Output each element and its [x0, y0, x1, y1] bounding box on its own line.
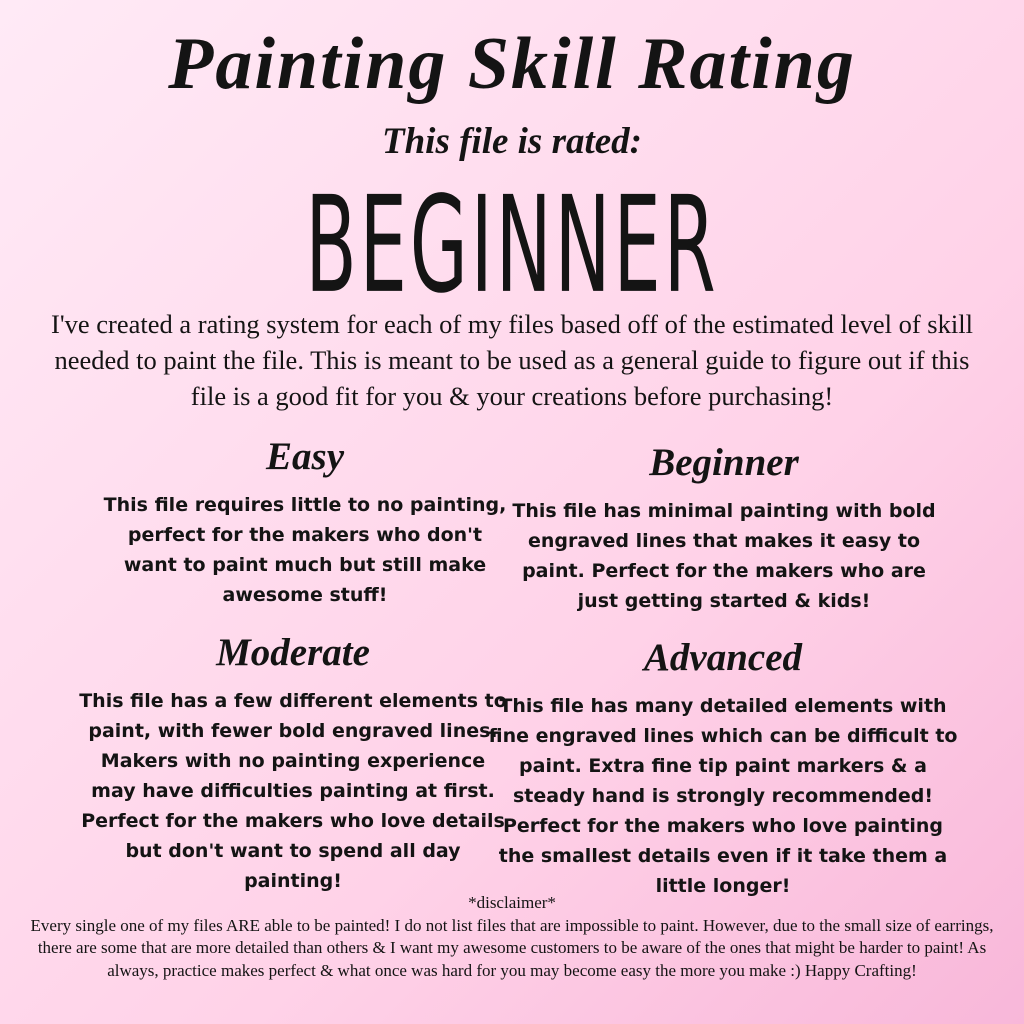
- level-description-advanced: This file has many detailed elements with fine engraved lines which can be difficult to paint. Extra fine tip paint markers & a steady hand is strongly recommended! Perfect for the makers who love painting the smallest details even if it take them a little longer!: [488, 695, 958, 897]
- disclaimer-text: Every single one of my files ARE able to be painted! I do not list files that are impossible to paint. However, due to the small size of earrings, there are some that are more detailed than others & I want my awesome customers to be aware of the ones that might be harder to paint! As always, practice makes perfect & what once was hard for you may become easy the more you make :) Happy Crafting!: [30, 915, 994, 980]
- level-card-beginner: [512, 438, 936, 616]
- level-title-beginner: Beginner: [649, 441, 799, 484]
- level-description-beginner: This file has minimal painting with bold engraved lines that makes it easy to paint. Perfect for the makers who are just getting started & kids!: [512, 500, 936, 612]
- level-title-easy: Easy: [266, 435, 344, 478]
- level-title-moderate: Moderate: [216, 631, 370, 674]
- level-title-advanced: Advanced: [643, 636, 803, 679]
- intro-text: I've created a rating system for each of my files based off of the estimated level of skill needed to paint the file. This is meant to be used as a general guide to figure out if this file is a good fit for you & your creations before purchasing!: [51, 309, 973, 411]
- page-title: Painting Skill Rating: [168, 23, 856, 105]
- level-card-easy: [100, 432, 510, 610]
- level-description-easy: This file requires little to no painting, perfect for the makers who don't want to paint much but still make awesome stuff!: [103, 494, 507, 606]
- disclaimer-heading: *disclaimer*: [468, 893, 556, 912]
- level-description-moderate: This file has a few different elements to paint, with fewer bold engraved lines. Makers with no painting experience may have difficulties painting at first. Perfect for the makers who love details but don't want to spend all day painting!: [79, 690, 507, 892]
- rating-subtitle: This file is rated:: [381, 121, 642, 162]
- rating-value-wrap: [0, 166, 1024, 323]
- level-card-advanced: [488, 633, 958, 901]
- level-card-moderate: [78, 628, 508, 896]
- disclaimer: [30, 892, 994, 982]
- rating-value: BEGINNER: [305, 166, 719, 323]
